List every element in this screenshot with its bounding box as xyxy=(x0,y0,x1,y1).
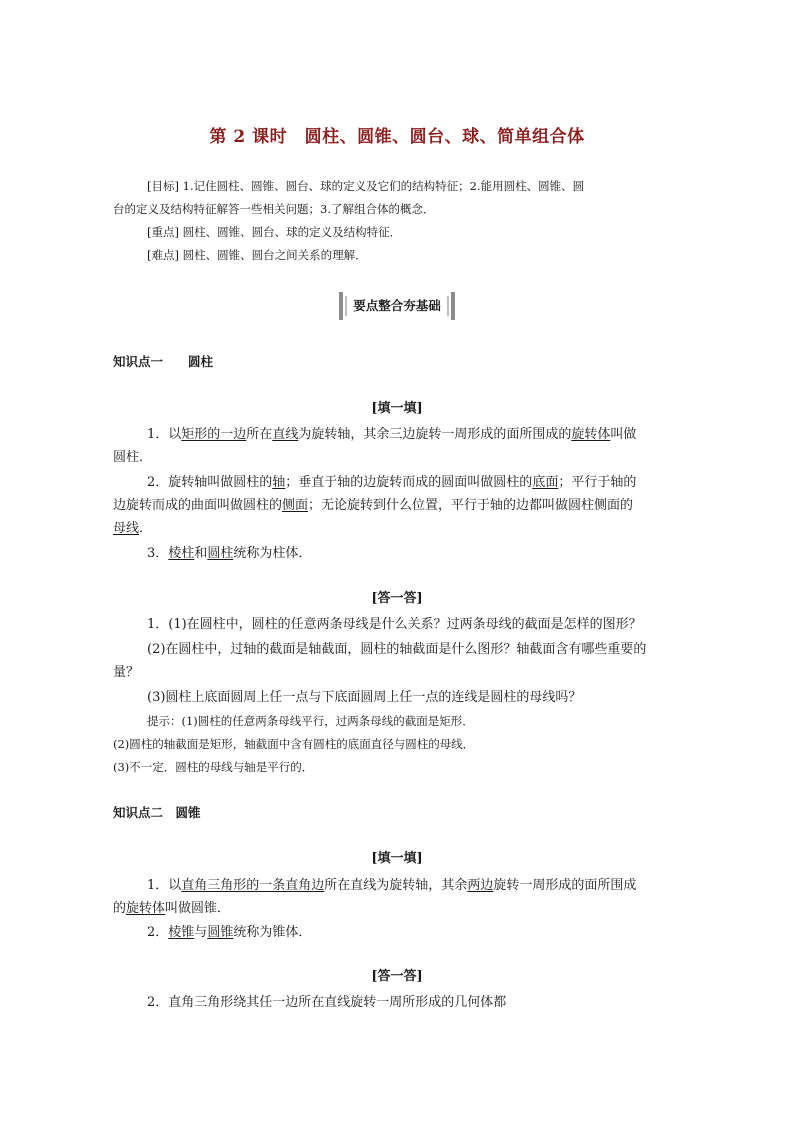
text: ；平行于轴的 xyxy=(558,475,637,490)
text: 的 xyxy=(113,901,127,916)
banner-label: 要点整合夯基础 xyxy=(353,298,441,313)
text: 叫做 xyxy=(610,427,637,442)
underlined-term: 棱柱 xyxy=(168,546,195,561)
section1-question-2-cont: 量？ xyxy=(113,665,140,680)
section1-fill-title: [填一填] xyxy=(371,401,423,416)
text: 叫做圆锥． xyxy=(165,901,231,916)
section2-paragraph-1 xyxy=(147,876,717,896)
text: 2．旋转轴叫做圆柱的 xyxy=(147,475,273,490)
section1-paragraph-2-cont xyxy=(113,496,683,516)
section2-qa-title: [答一答] xyxy=(371,969,423,984)
section2-heading: 知识点二 圆锥 xyxy=(113,805,201,820)
underlined-term: 母线 xyxy=(113,521,140,536)
underlined-term: 直角三角形的一条直角边 xyxy=(181,878,325,893)
text: 为旋转轴，其余三边旋转一周形成的面所围成的 xyxy=(298,427,572,442)
text: 和 xyxy=(194,546,208,561)
text: ；无论旋转到什么位置，平行于轴的边都叫做圆柱侧面的 xyxy=(308,498,634,513)
underlined-term: 圆柱 xyxy=(207,546,234,561)
goal-target-line-1: [目标] 1.记住圆柱、圆锥、圆台、球的定义及它们的结构特征；2.能用圆柱、圆锥、圆 xyxy=(147,179,585,193)
underlined-term: 直线 xyxy=(272,427,299,442)
section1-paragraph-2-end xyxy=(113,519,683,539)
text: 统称为锥体． xyxy=(233,925,312,940)
section1-question-2: (2)在圆柱中，过轴的截面是轴截面，圆柱的轴截面是什么图形？轴截面含有哪些重要的 xyxy=(147,642,647,657)
section1-paragraph-1 xyxy=(147,425,717,445)
text: 1．以 xyxy=(147,427,182,442)
section2-fill-title: [填一填] xyxy=(371,851,423,866)
goal-difficulty: [难点] 圆柱、圆锥、圆台之间关系的理解． xyxy=(147,248,367,262)
section1-qa-title: [答一答] xyxy=(371,591,423,606)
section1-hint-1: 提示：(1)圆柱的任意两条母线平行，过两条母线的截面是矩形． xyxy=(147,714,474,728)
section2-paragraph-2 xyxy=(147,923,717,943)
text: 所在直线为旋转轴，其余 xyxy=(324,878,468,893)
text: 1．以 xyxy=(147,878,182,893)
section1-hint-2: (2)圆柱的轴截面是矩形，轴截面中含有圆柱的底面直径与圆柱的母线． xyxy=(113,737,475,751)
goal-target-line-2: 台的定义及结构特征解答一些相关问题；3.了解组合体的概念． xyxy=(113,202,435,216)
section2-paragraph-1-cont xyxy=(113,899,683,919)
underlined-term: 两边 xyxy=(467,878,494,893)
text: 边旋转而成的曲面叫做圆柱的 xyxy=(113,498,283,513)
goal-key-point: [重点] 圆柱、圆锥、圆台、球的定义及结构特征． xyxy=(147,225,402,239)
section1-paragraph-1-cont: 圆柱． xyxy=(113,450,153,465)
section1-hint-3: (3)不一定．圆柱的母线与轴是平行的． xyxy=(113,760,314,774)
text: 统称为柱体． xyxy=(233,546,312,561)
underlined-term: 矩形的一边 xyxy=(181,427,247,442)
underlined-term: 侧面 xyxy=(282,498,309,513)
text: 所在 xyxy=(246,427,273,442)
text: 旋转一周形成的面所围成 xyxy=(493,878,637,893)
text: ；垂直于轴的边旋转而成的圆面叫做圆柱的 xyxy=(285,475,533,490)
section1-paragraph-2 xyxy=(147,473,717,493)
text: 2． xyxy=(147,925,169,940)
text: ． xyxy=(139,521,153,536)
underlined-term: 旋转体 xyxy=(126,901,166,916)
banner-left-bar xyxy=(339,292,343,320)
text: 与 xyxy=(194,925,208,940)
text: 3． xyxy=(147,546,169,561)
underlined-term: 底面 xyxy=(532,475,559,490)
section1-heading: 知识点一 圆柱 xyxy=(113,354,214,369)
underlined-term: 圆锥 xyxy=(207,925,234,940)
underlined-term: 棱锥 xyxy=(168,925,195,940)
section-banner-box xyxy=(339,292,455,320)
section2-question-1: 2．直角三角形绕其任一边所在直线旋转一周所形成的几何体都 xyxy=(147,995,507,1010)
section1-paragraph-3 xyxy=(147,544,717,564)
section-banner xyxy=(0,292,794,322)
underlined-term: 轴 xyxy=(272,475,286,490)
banner-right-bar xyxy=(451,292,455,320)
section1-question-3: (3)圆柱上底面圆周上任一点与下底面圆周上任一点的连线是圆柱的母线吗？ xyxy=(147,690,582,705)
underlined-term: 旋转体 xyxy=(571,427,611,442)
section1-question-1: 1．(1)在圆柱中，圆柱的任意两条母线是什么关系？过两条母线的截面是怎样的图形？ xyxy=(147,617,642,632)
lesson-title: 第 2 课时 圆柱、圆锥、圆台、球、简单组合体 xyxy=(209,127,585,147)
